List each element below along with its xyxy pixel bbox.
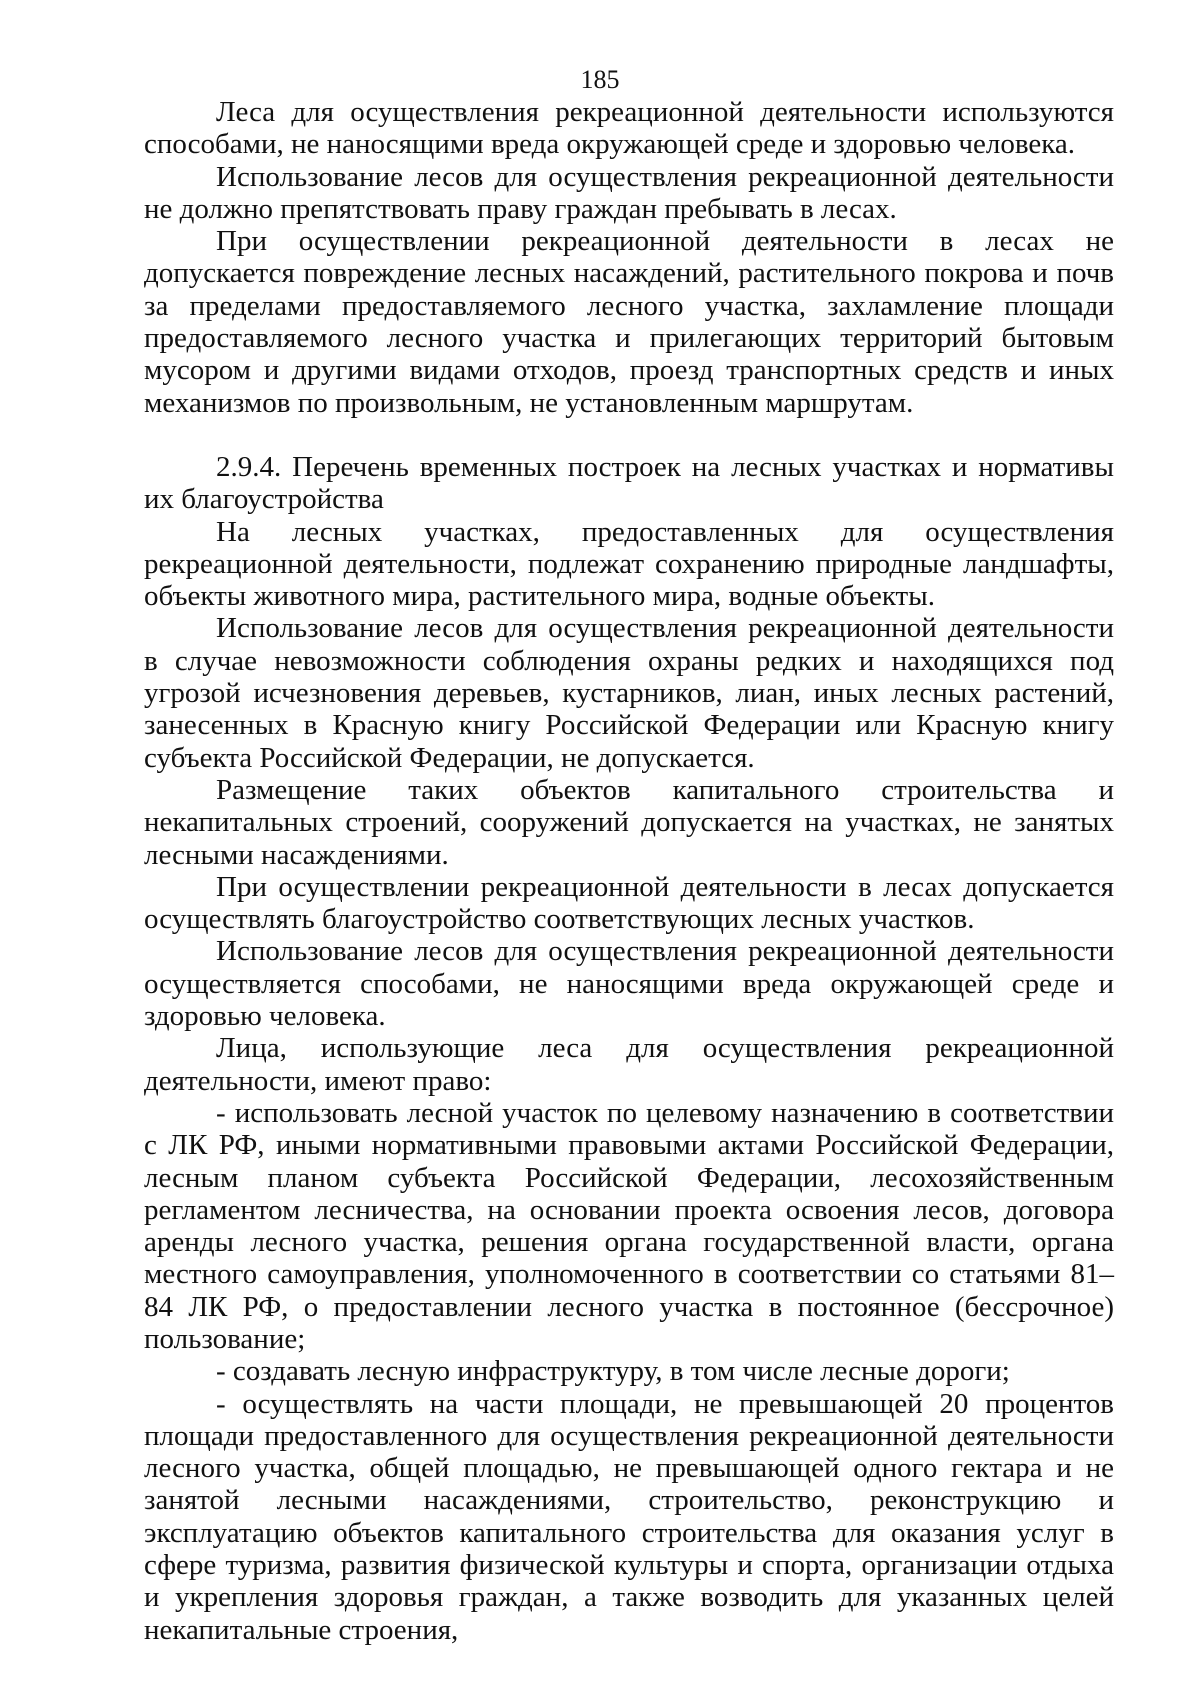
list-item: - осуществлять на части площади, не превышающей 20 процентов площади предоставленного для осуществления рекреационной деятельности лесного участка, общей площадью, не превышающей одного гектара и не занятой лесными насаждениями, строительство, реконструкцию и эксплуатацию объектов капитального строительства для оказания услуг в сфере туризма, развития физической культуры и спорта, организации отдыха и укрепления здоровья граждан, а также возводить для указанных целей некапитальные строения, (144, 1387, 1114, 1646)
paragraph: Леса для осуществления рекреационной деятельности используются способами, не наносящими вреда окружающей среде и здоровью человека. (144, 96, 1114, 161)
paragraph: На лесных участках, предоставленных для осуществления рекреационной деятельности, подлежат сохранению природные ландшафты, объекты животного мира, растительного мира, водные объекты. (144, 515, 1114, 613)
paragraph: Использование лесов для осуществления рекреационной деятельности не должно препятствовать праву граждан пребывать в лесах. (144, 160, 1114, 225)
list-item: - создавать лесную инфраструктуру, в том числе лесные дороги; (216, 1355, 1010, 1388)
paragraph: При осуществлении рекреационной деятельности в лесах не допускается повреждение лесных насаждений, растительного покрова и почв за пределами предоставляемого лесного участка, захламление площади предоставляемого лесного участка и прилегающих территорий бытовым мусором и другими видами отходов, проезд транспортных средств и иных механизмов по произвольным, не установленным маршрутам. (144, 225, 1114, 419)
list-item: - использовать лесной участок по целевому назначению в соответствии с ЛК РФ, иными нормативными правовыми актами Российской Федерации, лесным планом субъекта Российской Федерации, лесохозяйственным регламентом лесничества, на основании проекта освоения лесов, договора аренды лесного участка, решения органа государственной власти, органа местного самоуправления, уполномоченного в соответствии со статьями 81–84 ЛК РФ, о предоставлении лесного участка в постоянное (бессрочное) пользование; (144, 1096, 1114, 1355)
paragraph: Использование лесов для осуществления рекреационной деятельности осуществляется способами, не наносящими вреда окружающей среде и здоровью человека. (144, 935, 1114, 1033)
document-body (144, 96, 1114, 1646)
paragraph: Использование лесов для осуществления рекреационной деятельности в случае невозможности соблюдения охраны редких и находящихся под угрозой исчезновения деревьев, кустарников, лиан, иных лесных растений, занесенных в Красную книгу Российской Федерации или Красную книгу субъекта Российской Федерации, не допускается. (144, 612, 1114, 774)
paragraph: Лица, использующие леса для осуществления рекреационной деятельности, имеют право: (144, 1032, 1114, 1097)
section-heading: 2.9.4. Перечень временных построек на лесных участках и нормативы их благоустройства (144, 450, 1114, 516)
paragraph: Размещение таких объектов капитального строительства и некапитальных строений, сооружений допускается на участках, не занятых лесными насаждениями. (144, 773, 1114, 871)
paragraph: При осуществлении рекреационной деятельности в лесах допускается осуществлять благоустройство соответствующих лесных участков. (144, 870, 1114, 936)
page-number: 185 (580, 65, 620, 94)
